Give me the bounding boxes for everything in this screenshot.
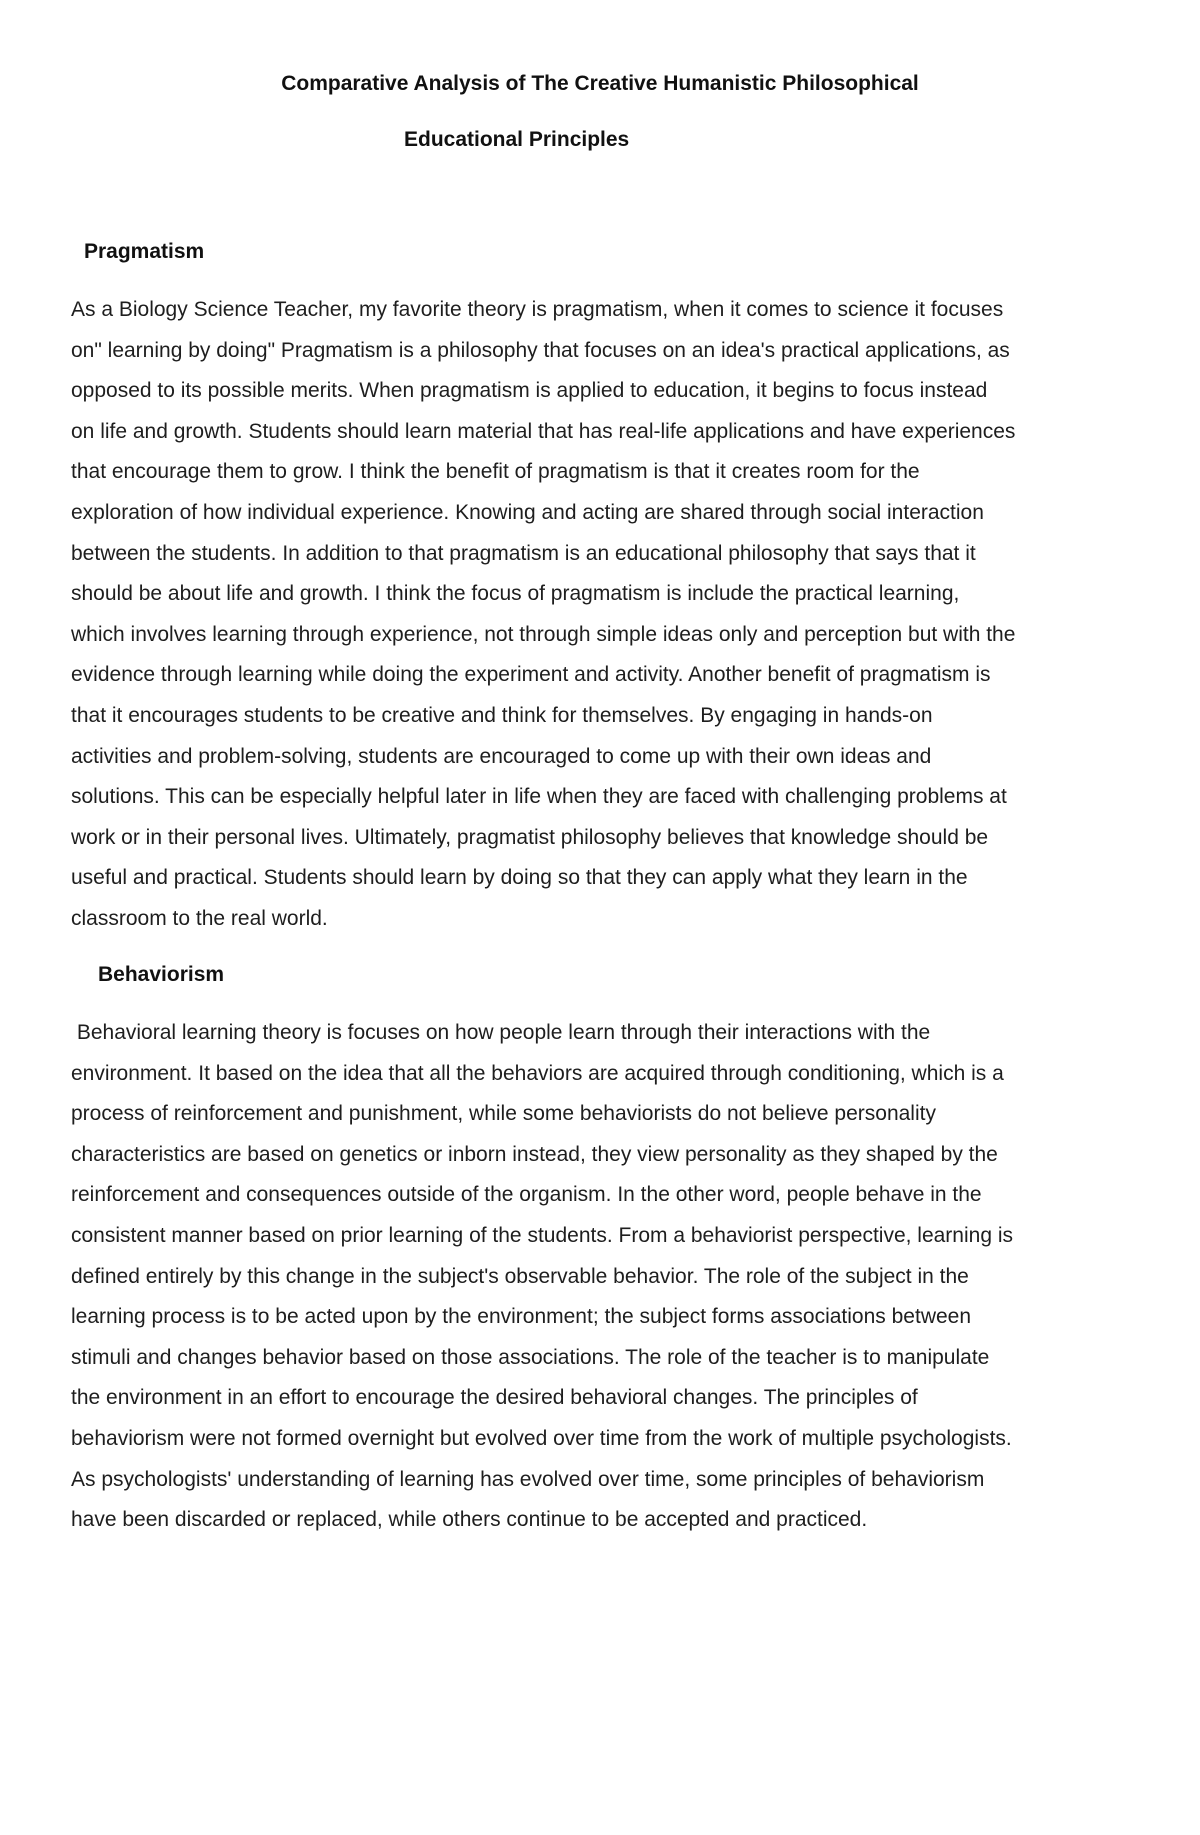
section-body-pragmatism — [71, 290, 1141, 940]
body-line: on life and growth. Students should learn material that has real-life applications and have experiences — [71, 419, 1016, 443]
document-title-line-1: Comparative Analysis of The Creative Humanistic Philosophical — [281, 72, 919, 95]
body-line: have been discarded or replaced, while others continue to be accepted and practiced. — [71, 1508, 868, 1532]
body-line: consistent manner based on prior learning of the students. From a behaviorist perspective, learning is — [71, 1223, 1014, 1247]
body-line: As a Biology Science Teacher, my favorite theory is pragmatism, when it comes to science it focuses — [71, 298, 1004, 321]
body-line: defined entirely by this change in the subject's observable behavior. The role of the subject in the — [71, 1264, 969, 1288]
body-line: that encourage them to grow. I think the benefit of pragmatism is that it creates room for the — [71, 460, 920, 484]
body-line: classroom to the real world. — [71, 906, 328, 930]
body-line: which involves learning through experience, not through simple ideas only and perception but with the — [71, 622, 1016, 646]
body-line: evidence through learning while doing the experiment and activity. Another benefit of pragmatism is — [71, 663, 991, 687]
section-heading-behaviorism: Behaviorism — [98, 963, 225, 986]
body-line: between the students. In addition to that pragmatism is an educational philosophy that says that it — [71, 541, 976, 565]
body-line: characteristics are based on genetics or inborn instead, they view personality as they shaped by the — [71, 1142, 998, 1166]
body-line: Behavioral learning theory is focuses on how people learn through their interactions with the — [71, 1021, 931, 1044]
body-line: solutions. This can be especially helpful later in life when they are faced with challenging problems at — [71, 785, 1007, 809]
body-line: exploration of how individual experience. Knowing and acting are shared through social interaction — [71, 500, 984, 524]
body-line: As psychologists' understanding of learning has evolved over time, some principles of behaviorism — [71, 1467, 985, 1491]
body-line: behaviorism were not formed overnight but evolved over time from the work of multiple psychologists. — [71, 1426, 1012, 1450]
body-line: opposed to its possible merits. When pragmatism is applied to education, it begins to focus instead — [71, 379, 988, 403]
body-line: should be about life and growth. I think the focus of pragmatism is include the practical learning, — [71, 582, 960, 606]
body-line: reinforcement and consequences outside of the organism. In the other word, people behave in the — [71, 1183, 982, 1207]
body-line: stimuli and changes behavior based on those associations. The role of the teacher is to manipulate — [71, 1345, 990, 1369]
section-heading-pragmatism: Pragmatism — [84, 240, 205, 263]
document-title-line-2: Educational Principles — [404, 128, 630, 151]
section-body-behaviorism — [71, 1013, 1141, 1541]
body-line: environment. It based on the idea that all the behaviors are acquired through conditioning, which is a — [71, 1061, 1004, 1085]
body-line: on" learning by doing" Pragmatism is a philosophy that focuses on an idea's practical applications, as — [71, 338, 1010, 362]
body-line: the environment in an effort to encourage the desired behavioral changes. The principles of — [71, 1386, 918, 1410]
body-line: that it encourages students to be creative and think for themselves. By engaging in hands-on — [71, 703, 933, 727]
body-line: useful and practical. Students should learn by doing so that they can apply what they learn in the — [71, 866, 968, 890]
body-line: work or in their personal lives. Ultimately, pragmatist philosophy believes that knowledge should be — [71, 825, 989, 849]
body-line: learning process is to be acted upon by the environment; the subject forms associations between — [71, 1305, 972, 1329]
body-line: process of reinforcement and punishment, while some behaviorists do not believe personality — [71, 1102, 936, 1126]
body-line: activities and problem-solving, students are encouraged to come up with their own ideas and — [71, 744, 932, 768]
